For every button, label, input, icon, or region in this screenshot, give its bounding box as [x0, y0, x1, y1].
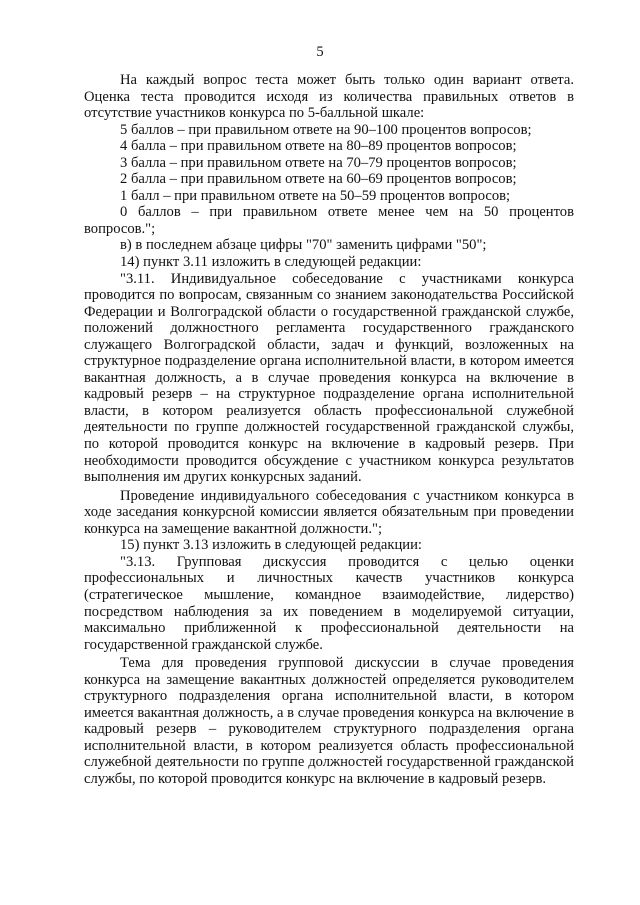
clause-3-13: "3.13. Групповая дискуссия проводится с целью оценки профессиональных и личностных качеств участников конкурса (стратегическое мышление, командное взаимодействие, лидерство) посредством наблюдения за их поведением в моделируемой ситуации, максимально приближенной к профессиональной деятельности на государственной гражданской службе.	[84, 553, 574, 653]
clause-3-11: "3.11. Индивидуальное собеседование с участниками конкурса проводится по вопросам, связанным со знанием законодательства Российской Федерации и Волгоградской области о государственной гражданской службе, положений должностного регламента государственного гражданского служащего Волгоградской области, задач и функций, возложенных на структурное подразделение органа исполнительной власти, в котором имеется вакантная должность, а в случае проведения конкурса на включение в кадровый резерв – на структурное подразделение органа исполнительной власти, в котором реализуется область профессиональной служебной деятельности по группе должностей государственной гражданской службы, по которой проводится конкурс на включение в кадровый резерв. При необходимости проводится обсуждение с участником конкурса результатов выполнения им других конкурсных заданий.	[84, 270, 574, 486]
score-item-5: 5 баллов – при правильном ответе на 90–100 процентов вопросов;	[120, 121, 532, 138]
amendment-14-heading: 14) пункт 3.11 изложить в следующей редакции:	[120, 254, 422, 271]
clause-3-13-continuation: Тема для проведения групповой дискуссии в случае проведения конкурса на замещение вакантных должностей определяется руководителем структурного подразделения органа исполнительной власти, в котором имеется вакантная должность, а в случае проведения конкурса на включение в кадровый резерв – руководителем структурного подразделения органа исполнительной власти, в котором реализуется область профессиональной служебной деятельности по группе должностей государственной гражданской службы, по которой проводится конкурс на включение в кадровый резерв.	[84, 655, 574, 787]
document-body	[84, 72, 574, 788]
amendment-15-heading: 15) пункт 3.13 изложить в следующей редакции:	[120, 537, 422, 554]
clause-3-11-continuation: Проведение индивидуального собеседования с участником конкурса в ходе заседания конкурсной комиссии является обязательным при проведении конкурса на замещение вакантной должности.";	[84, 487, 574, 537]
amendment-v: в) в последнем абзаце цифры "70" заменить цифрами "50";	[120, 237, 487, 254]
score-item-3: 3 балла – при правильном ответе на 70–79 процентов вопросов;	[120, 154, 517, 171]
score-item-1: 1 балл – при правильном ответе на 50–59 процентов вопросов;	[120, 187, 511, 204]
page-number: 5	[316, 44, 324, 60]
paragraph-test-scoring: На каждый вопрос теста может быть только один вариант ответа. Оценка теста проводится исходя из количества правильных ответов в отсутствие участников конкурса по 5-балльной шкале:	[84, 72, 574, 122]
score-item-0: 0 баллов – при правильном ответе менее чем на 50 процентов вопросов.";	[84, 204, 574, 237]
score-item-2: 2 балла – при правильном ответе на 60–69 процентов вопросов;	[120, 171, 517, 188]
score-item-4: 4 балла – при правильном ответе на 80–89 процентов вопросов;	[120, 138, 517, 155]
